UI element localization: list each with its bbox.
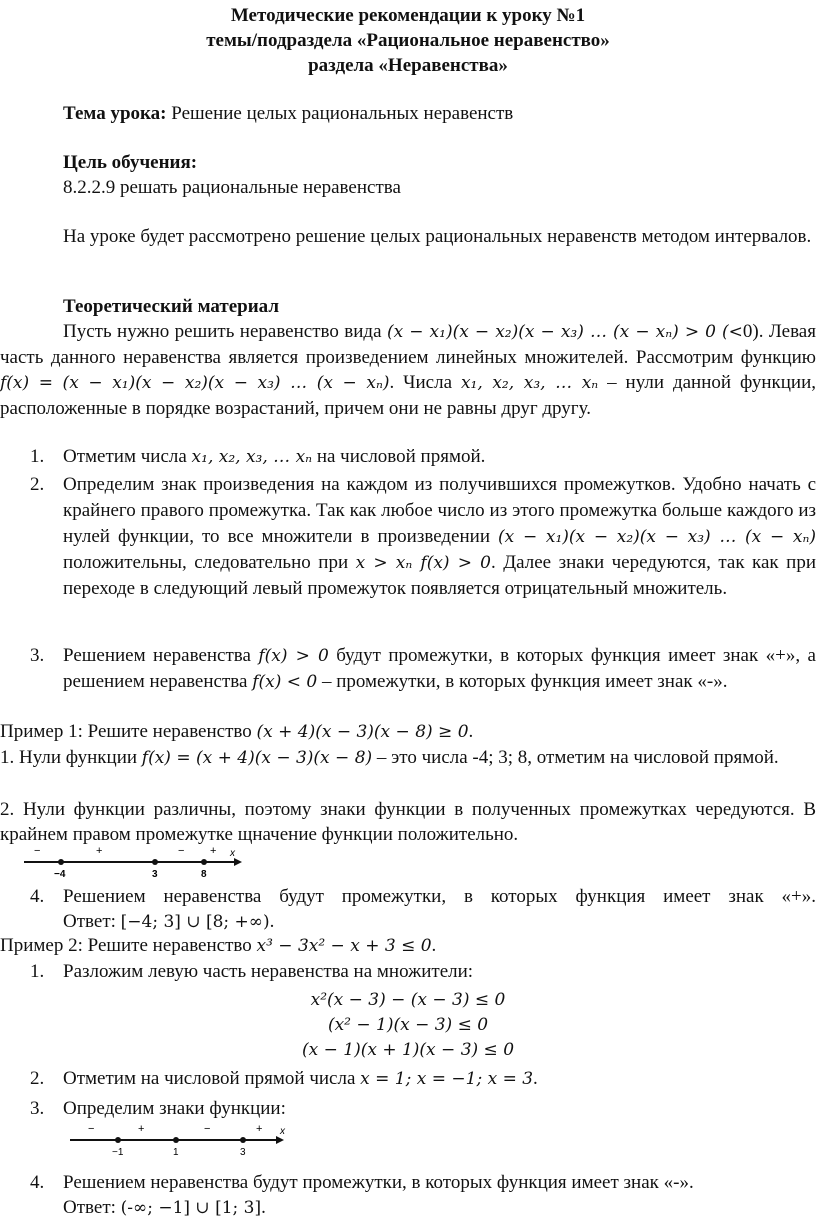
example-1-title: Пример 1: Решите неравенство (𝑥 + 4)(𝑥 − 3)(𝑥 − 8) ≥ 0. bbox=[0, 721, 474, 742]
axis-label: x bbox=[230, 848, 235, 859]
intro-paragraph: На уроке будет рассмотрено решение целых рациональных неравенств методом интервалов. bbox=[63, 226, 812, 247]
list-item: 1. Разложим левую часть неравенства на множители: bbox=[30, 961, 474, 982]
document-title bbox=[0, 3, 816, 78]
axis-arrow bbox=[234, 858, 242, 866]
list-item: 1. Отметим числа 𝑥₁, 𝑥₂, 𝑥₃, … 𝑥ₙ на числовой прямой. bbox=[30, 446, 486, 467]
number-line-1 bbox=[20, 842, 250, 882]
point-label: 1 bbox=[173, 1147, 179, 1158]
sign-label: − bbox=[88, 1123, 95, 1135]
answer-value: (-∞; −1] ∪ [1; 3] bbox=[120, 1198, 262, 1218]
list-item: 4. Решением неравенства будут промежутки, в которых функция имеет знак «-». Ответ: (-∞; −1] ∪ [1; 3]. bbox=[30, 1170, 816, 1221]
list-item: 4. Решением неравенства будут промежутки, в которых функция имеет знак «+». Ответ: [−4; 3] ∪ [8; +∞). bbox=[30, 884, 816, 935]
list-item: 2. Определим знак произведения на каждом из получившихся промежутков. Удобно начать с крайнего правого промежутка. Так как любое число из этого промежутка больше каждого из нулей функции, то все множители в произведении (𝑥 − 𝑥₁)(𝑥 − 𝑥₂)(𝑥 − 𝑥₃) … (𝑥 − 𝑥ₙ) положительны, следовательно при 𝑥 > 𝑥ₙ 𝑓(𝑥) > 0. Далее знаки чередуются, так как при переходе в следующий левый промежуток появляется отрицательный множитель. bbox=[30, 474, 816, 599]
axis-label: x bbox=[280, 1126, 285, 1137]
sign-label: + bbox=[96, 845, 103, 857]
point-marker bbox=[201, 859, 207, 865]
formula-function: 𝑓(𝑥) = (𝑥 − 𝑥₁)(𝑥 − 𝑥₂)(𝑥 − 𝑥₃) … (𝑥 − 𝑥ₙ) bbox=[0, 373, 390, 393]
point-label: 3 bbox=[152, 869, 158, 880]
title-line-2: темы/подраздела «Рациональное неравенство» bbox=[206, 30, 610, 51]
list-item: 2. Отметим на числовой прямой числа 𝑥 = 1; 𝑥 = −1; 𝑥 = 3. bbox=[30, 1068, 538, 1089]
sign-label: + bbox=[210, 845, 217, 857]
topic-text: Решение целых рациональных неравенств bbox=[171, 103, 514, 124]
example-2-title: Пример 2: Решите неравенство 𝑥³ − 3𝑥² − 𝑥 + 3 ≤ 0. bbox=[0, 935, 437, 956]
formula-line: 𝑥²(𝑥 − 3) − (𝑥 − 3) ≤ 0 bbox=[310, 990, 506, 1010]
answer-value: [−4; 3] ∪ [8; +∞) bbox=[120, 912, 270, 932]
example-1-step-2: 2. Нули функции различны, поэтому знаки функции в полученных промежутках чередуются. В крайнем правом промежутке щначение функции положительно. bbox=[0, 799, 816, 845]
list-item: 3. Решением неравенства 𝑓(𝑥) > 0 будут промежутки, в которых функция имеет знак «+», а решением неравенства 𝑓(𝑥) < 0 – промежутки, в которых функция имеет знак «-». bbox=[30, 645, 816, 692]
formula-zeros: 𝑥₁, 𝑥₂, 𝑥₃, … 𝑥ₙ bbox=[460, 373, 599, 393]
topic-label: Тема урока: bbox=[63, 103, 167, 124]
point-label: −1 bbox=[112, 1147, 124, 1158]
list-number: 4. bbox=[30, 1172, 45, 1193]
formula-line: (𝑥² − 1)(𝑥 − 3) ≤ 0 bbox=[327, 1015, 489, 1035]
point-label: 3 bbox=[240, 1147, 246, 1158]
answer-line: Ответ: (-∞; −1] ∪ [1; 3]. bbox=[63, 1197, 266, 1218]
sign-label: − bbox=[178, 845, 185, 857]
sign-label: − bbox=[34, 845, 41, 857]
list-number: 2. bbox=[30, 1068, 45, 1089]
learning-goal bbox=[63, 150, 803, 200]
axis-arrow bbox=[276, 1136, 284, 1144]
list-number: 4. bbox=[30, 886, 45, 907]
point-marker bbox=[58, 859, 64, 865]
example-1-step-1: 1. Нули функции 𝑓(𝑥) = (𝑥 + 4)(𝑥 − 3)(𝑥 − 8) – это числа -4; 3; 8, отметим на числовой прямой. bbox=[0, 747, 779, 768]
sign-label: + bbox=[138, 1123, 145, 1135]
answer-line: Ответ: [−4; 3] ∪ [8; +∞). bbox=[63, 911, 275, 932]
point-marker bbox=[152, 859, 158, 865]
goal-label: Цель обучения: bbox=[63, 152, 198, 173]
point-marker bbox=[240, 1137, 246, 1143]
list-number: 1. bbox=[30, 446, 45, 467]
sign-label: − bbox=[204, 1123, 211, 1135]
point-marker bbox=[173, 1137, 179, 1143]
point-marker bbox=[115, 1137, 121, 1143]
list-number: 3. bbox=[30, 1098, 45, 1119]
theory-paragraph: Пусть нужно решить неравенство вида (𝑥 − 𝑥₁)(𝑥 − 𝑥₂)(𝑥 − 𝑥₃) … (𝑥 − 𝑥ₙ) > 0 (<0). Левая часть данного неравенства является произведением линейных множителей. Рассмотрим функцию 𝑓(𝑥) = (𝑥 − 𝑥₁)(𝑥 − 𝑥₂)(𝑥 − 𝑥₃) … (𝑥 − 𝑥ₙ). Числа 𝑥₁, 𝑥₂, 𝑥₃, … 𝑥ₙ – нули данной функции, расположенные в порядке возрастаний, причем они не равны друг другу. bbox=[0, 321, 816, 419]
formula-line: (𝑥 − 1)(𝑥 + 1)(𝑥 − 3) ≤ 0 bbox=[301, 1040, 515, 1060]
factorization-formulas bbox=[0, 988, 816, 1063]
point-label: −4 bbox=[54, 869, 66, 880]
title-line-3: раздела «Неравенства» bbox=[308, 55, 508, 76]
sign-label: + bbox=[256, 1123, 263, 1135]
list-number: 2. bbox=[30, 474, 45, 495]
title-line-1: Методические рекомендации к уроку №1 bbox=[230, 5, 586, 26]
lesson-topic bbox=[63, 101, 803, 126]
list-number: 3. bbox=[30, 645, 45, 666]
number-line-2 bbox=[66, 1120, 296, 1160]
point-label: 8 bbox=[201, 869, 207, 880]
theory-heading: Теоретический материал bbox=[63, 296, 279, 317]
list-item: 3. Определим знаки функции: bbox=[30, 1098, 286, 1119]
goal-text: 8.2.2.9 решать рациональные неравенства bbox=[63, 177, 401, 198]
list-number: 1. bbox=[30, 961, 45, 982]
formula-product: (𝑥 − 𝑥₁)(𝑥 − 𝑥₂)(𝑥 − 𝑥₃) … (𝑥 − 𝑥ₙ) > 0 (< bbox=[386, 322, 743, 342]
